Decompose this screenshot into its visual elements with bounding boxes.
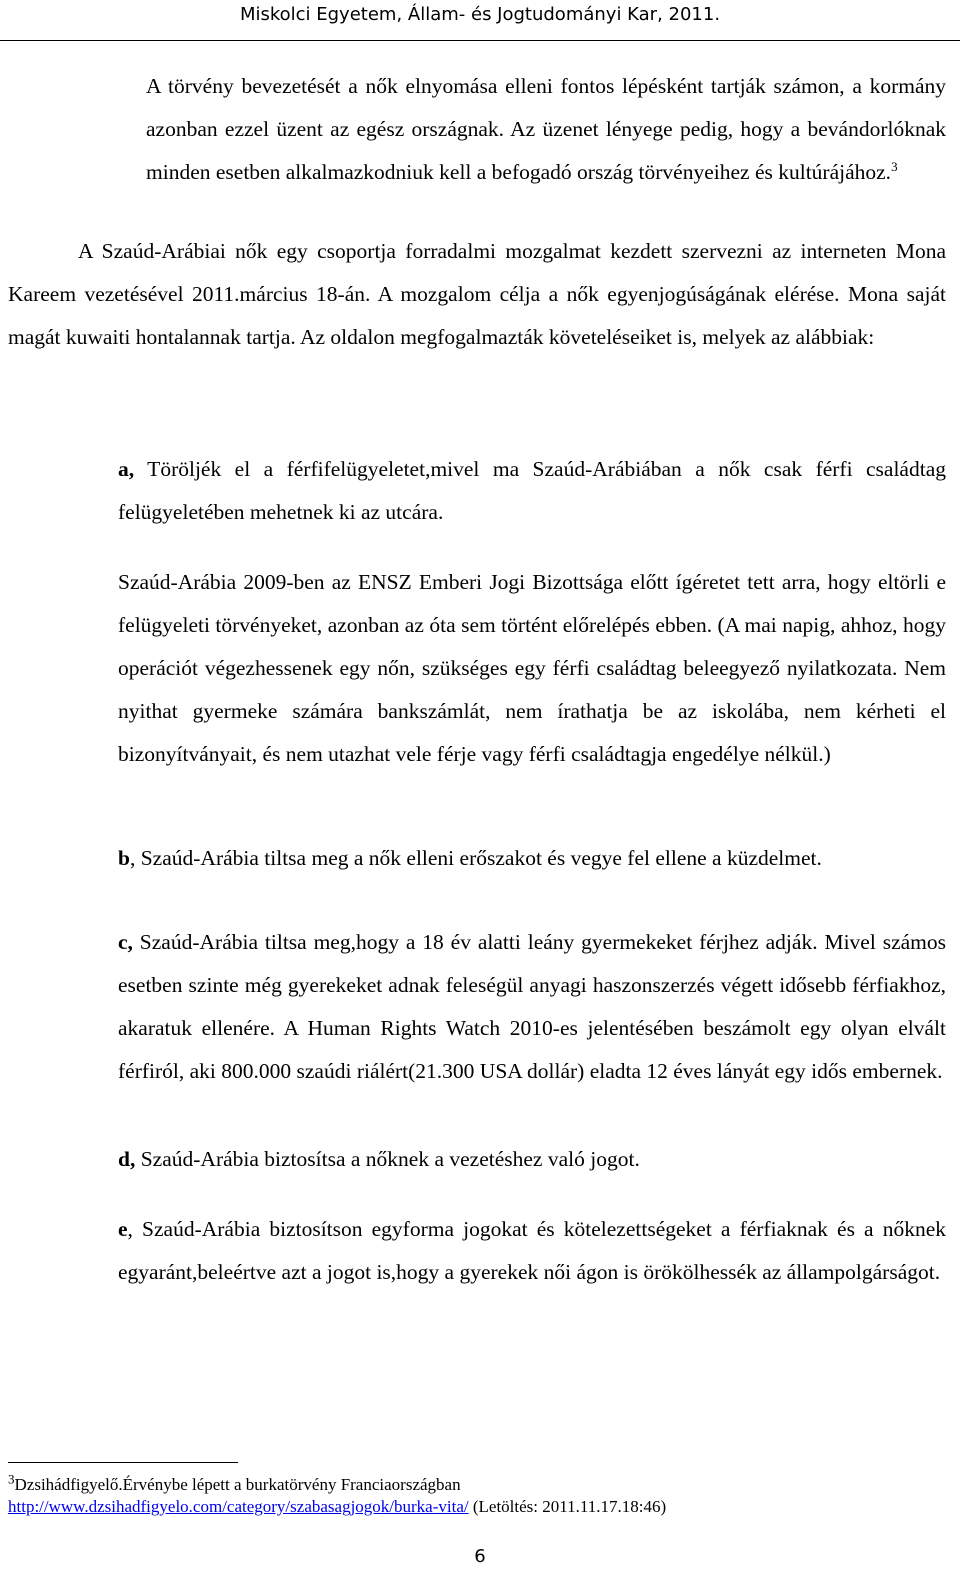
paragraph-text: A Szaúd-Arábiai nők egy csoportja forradalmi mozgalmat kezdett szervezni az interneten Mona Kareem vezetésével 2011.március 18-án. A mozgalom célja a nők egyenjogúságának elérése. Mona saját magát kuwaiti hontalannak tartja. Az oldalon megfogalmazták követeléseiket is, melyek az alábbiak: xyxy=(8,239,946,349)
demand-label: a, xyxy=(118,457,135,481)
demand-a xyxy=(118,448,946,534)
footnote-reference: 3 xyxy=(891,158,898,174)
paragraph-text: Szaúd-Arábia 2009-ben az ENSZ Emberi Jogi Bizottsága előtt ígéretet tett arra, hogy eltörli e felügyeleti törvényeket, azonban az óta sem történt előrelépés ebben. (A mai napig, ahhoz, hogy operációt végezhessenek egy nőn, szükséges egy férfi családtag beleegyező nyilatkozata. Nem nyithat gyermeke számára bankszámlát, nem írathatja be az iskolába, nem kérheti el bizonyítványait, és nem utazhat vele férje vagy férfi családtagja engedélye nélkül.) xyxy=(118,570,946,766)
footnote-download-date: (Letöltés: 2011.11.17.18:46) xyxy=(468,1497,667,1516)
demand-b xyxy=(118,837,946,880)
footnote-link[interactable]: http://www.dzsihadfigyelo.com/category/szabasagjogok/burka-vita/ xyxy=(8,1497,469,1516)
demand-text: Szaúd-Arábia biztosítsa a nőknek a vezetéshez való jogot. xyxy=(135,1147,640,1171)
demand-label: e xyxy=(118,1217,128,1241)
demand-label: d, xyxy=(118,1147,136,1171)
demand-text: Töröljék el a férfifelügyeletet,mivel ma Szaúd-Arábiában a nők csak férfi családtag felügyeletében mehetnek ki az utcára. xyxy=(118,457,946,524)
footnote-number: 3 xyxy=(8,1471,15,1487)
footnote-line-2 xyxy=(8,1496,948,1518)
demand-label: c, xyxy=(118,930,133,954)
demand-label: b xyxy=(118,846,130,870)
demand-e xyxy=(118,1208,946,1294)
demand-text: Szaúd-Arábia tiltsa meg,hogy a 18 év alatti leány gyermekeket férjhez adják. Mivel számos esetben szinte még gyerekeket adnak feleségül anyagi haszonszerzés végett idősebb férfiakhoz, akaratuk ellenére. A Human Rights Watch 2010-es jelentésében beszámolt egy olyan elvált férfiról, aki 800.000 szaúdi riálért(21.300 USA dollár) eladta 12 éves lányát egy idős embernek. xyxy=(118,930,946,1083)
demand-text: , Szaúd-Arábia biztosítson egyforma jogokat és kötelezettségeket a férfiaknak és a nőknek egyaránt,beleértve azt a jogot is,hogy a gyerekek női ágon is örökölhessék az állampolgárságot. xyxy=(118,1217,946,1284)
footnote-divider xyxy=(8,1462,238,1463)
paragraph-law-introduction xyxy=(146,65,946,194)
paragraph-movement xyxy=(8,230,946,359)
header-title: Miskolci Egyetem, Állam- és Jogtudományi Kar, 2011. xyxy=(239,4,721,25)
demand-text: , Szaúd-Arábia tiltsa meg a nők elleni erőszakot és vegye fel ellene a küzdelmet. xyxy=(129,846,822,870)
footnote-line-1 xyxy=(8,1471,948,1496)
demand-d xyxy=(118,1138,946,1181)
page-number: 6 xyxy=(474,1546,486,1567)
footnote xyxy=(8,1471,948,1518)
footnote-source-title: Dzsihádfigyelő.Érvénybe lépett a burkatörvény Franciaországban xyxy=(14,1475,461,1494)
paragraph-text: A törvény bevezetését a nők elnyomása elleni fontos lépésként tartják számon, a kormány azonban ezzel üzent az egész országnak. Az üzenet lényege pedig, hogy a bevándorlóknak minden esetben alkalmazkodniuk kell a befogadó ország törvényeihez és kultúrájához. xyxy=(146,74,946,184)
running-header xyxy=(0,0,960,41)
demand-c xyxy=(118,921,946,1093)
paragraph-un-commitment xyxy=(118,561,946,776)
